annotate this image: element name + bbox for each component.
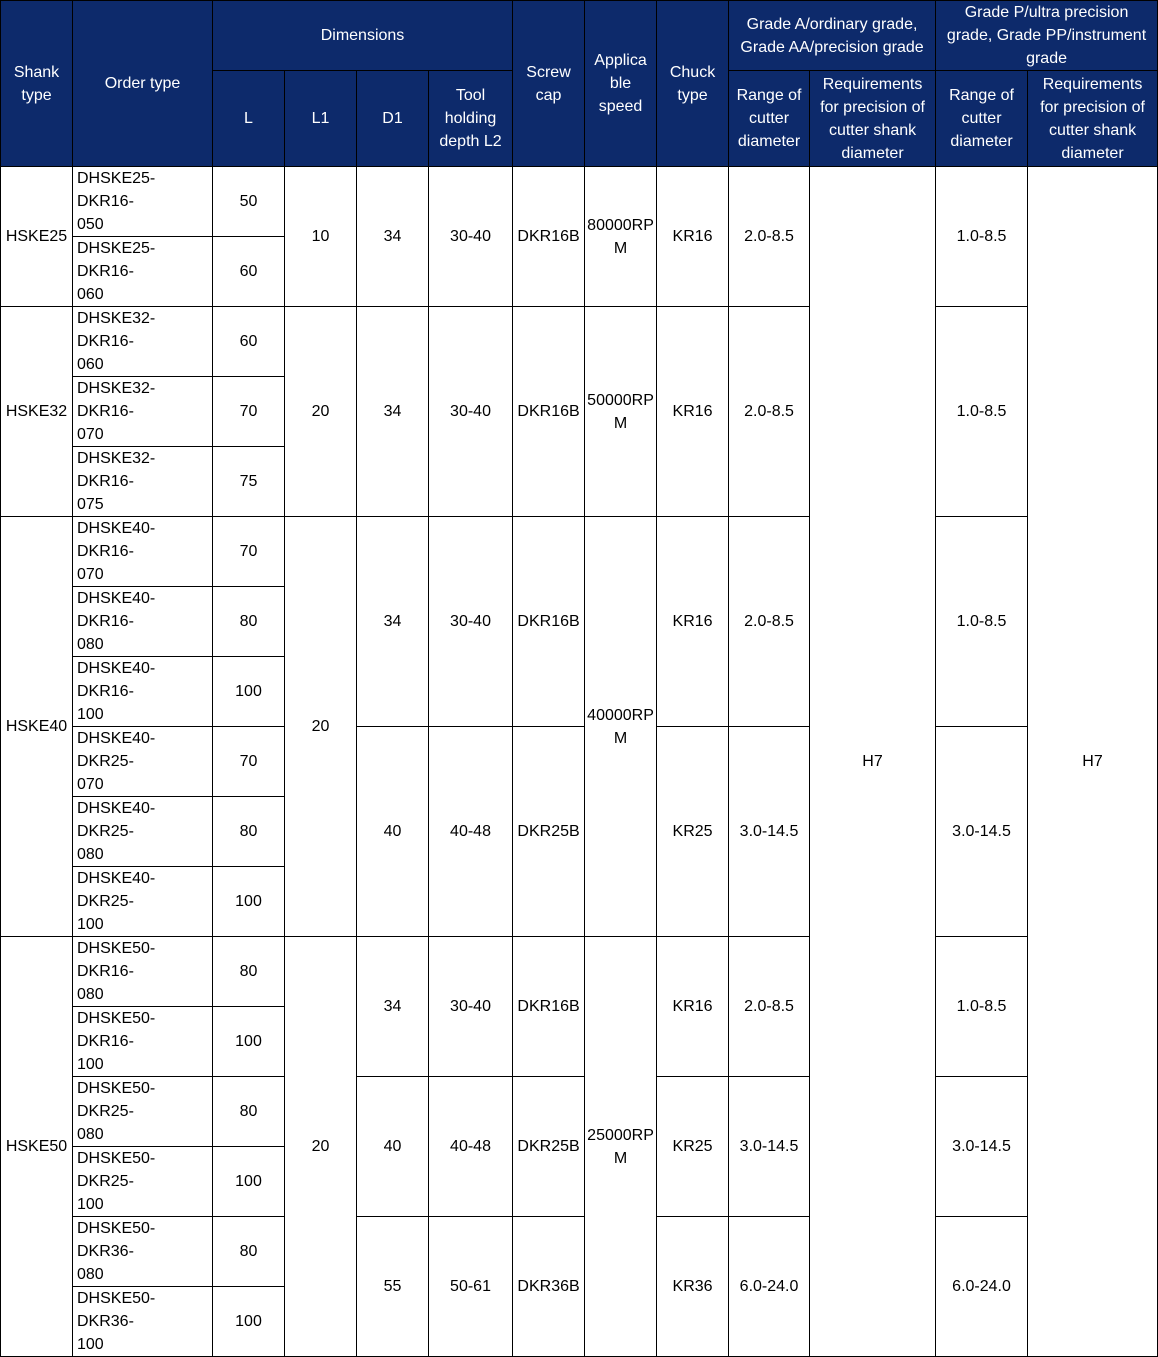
depth-cell: 50-61: [429, 1217, 513, 1357]
order-type-cell: DHSKE32-DKR16- 060: [73, 307, 213, 377]
order-type-cell: DHSKE50-DKR25- 080: [73, 1077, 213, 1147]
l-cell: 70: [213, 727, 285, 797]
d1-cell: 34: [357, 167, 429, 307]
header-dimensions: Dimensions: [213, 1, 513, 71]
table-row: [1, 517, 1158, 587]
order-type-cell: DHSKE40-DKR25- 080: [73, 797, 213, 867]
speed-cell: 40000RP M: [585, 517, 657, 937]
header-requirements-a: Requirements for precision of cutter shank diameter: [810, 71, 936, 167]
header-chuck-type: Chuck type: [657, 1, 729, 167]
header-D1: D1: [357, 71, 429, 167]
range-p-cell: 3.0-14.5: [936, 1077, 1028, 1217]
range-p-cell: 1.0-8.5: [936, 517, 1028, 727]
range-p-cell: 3.0-14.5: [936, 727, 1028, 937]
d1-cell: 40: [357, 1077, 429, 1217]
screw-cap-cell: DKR25B: [513, 1077, 585, 1217]
range-a-cell: 3.0-14.5: [729, 1077, 810, 1217]
header-grade-p: Grade P/ultra precision grade, Grade PP/instrument grade: [936, 1, 1158, 71]
l-cell: 80: [213, 797, 285, 867]
range-a-cell: 2.0-8.5: [729, 167, 810, 307]
order-type-cell: DHSKE25-DKR16- 050: [73, 167, 213, 237]
range-a-cell: 2.0-8.5: [729, 307, 810, 517]
chuck-cell: KR16: [657, 307, 729, 517]
depth-cell: 30-40: [429, 167, 513, 307]
range-a-cell: 6.0-24.0: [729, 1217, 810, 1357]
d1-cell: 34: [357, 937, 429, 1077]
order-type-cell: DHSKE40-DKR25- 070: [73, 727, 213, 797]
table-row: [1, 307, 1158, 377]
screw-cap-cell: DKR16B: [513, 167, 585, 307]
order-type-cell: DHSKE50-DKR36- 100: [73, 1287, 213, 1357]
range-a-cell: 2.0-8.5: [729, 937, 810, 1077]
screw-cap-cell: DKR16B: [513, 517, 585, 727]
shank-cell: HSKE32: [1, 307, 73, 517]
shank-cell: HSKE50: [1, 937, 73, 1357]
l1-cell: 20: [285, 307, 357, 517]
l-cell: 100: [213, 1147, 285, 1217]
l-cell: 100: [213, 657, 285, 727]
l-cell: 60: [213, 237, 285, 307]
screw-cap-cell: DKR25B: [513, 727, 585, 937]
header-order-type: Order type: [73, 1, 213, 167]
range-p-cell: 1.0-8.5: [936, 307, 1028, 517]
table-row: [1, 167, 1158, 237]
depth-cell: 30-40: [429, 517, 513, 727]
range-p-cell: 1.0-8.5: [936, 937, 1028, 1077]
chuck-cell: KR16: [657, 937, 729, 1077]
chuck-cell: KR25: [657, 727, 729, 937]
header-shank-type: Shank type: [1, 1, 73, 167]
l-cell: 70: [213, 377, 285, 447]
l-cell: 80: [213, 1217, 285, 1287]
screw-cap-cell: DKR16B: [513, 307, 585, 517]
order-type-cell: DHSKE40-DKR16- 080: [73, 587, 213, 657]
l1-cell: 10: [285, 167, 357, 307]
l-cell: 60: [213, 307, 285, 377]
l-cell: 50: [213, 167, 285, 237]
table-row: [1, 1217, 1158, 1287]
header-screw-cap: Screw cap: [513, 1, 585, 167]
range-a-cell: 3.0-14.5: [729, 727, 810, 937]
d1-cell: 34: [357, 307, 429, 517]
order-type-cell: DHSKE32-DKR16- 075: [73, 447, 213, 517]
chuck-cell: KR16: [657, 167, 729, 307]
l-cell: 100: [213, 1287, 285, 1357]
l-cell: 80: [213, 937, 285, 1007]
shank-cell: HSKE40: [1, 517, 73, 937]
header-grade-a: Grade A/ordinary grade, Grade AA/precision grade: [729, 1, 936, 71]
chuck-cell: KR25: [657, 1077, 729, 1217]
requirement-a-cell: H7: [810, 167, 936, 1357]
table-row: [1, 727, 1158, 797]
depth-cell: 30-40: [429, 937, 513, 1077]
l1-cell: 20: [285, 517, 357, 937]
table-row: [1, 937, 1158, 1007]
l-cell: 100: [213, 867, 285, 937]
header-range-cutter-a: Range of cutter diameter: [729, 71, 810, 167]
header-range-cutter-p: Range of cutter diameter: [936, 71, 1028, 167]
l1-cell: 20: [285, 937, 357, 1357]
order-type-cell: DHSKE50-DKR25- 100: [73, 1147, 213, 1217]
screw-cap-cell: DKR16B: [513, 937, 585, 1077]
order-type-cell: DHSKE25-DKR16- 060: [73, 237, 213, 307]
requirement-p-cell: H7: [1028, 167, 1158, 1357]
d1-cell: 34: [357, 517, 429, 727]
depth-cell: 40-48: [429, 727, 513, 937]
speed-cell: 50000RP M: [585, 307, 657, 517]
order-type-cell: DHSKE50-DKR16- 100: [73, 1007, 213, 1077]
d1-cell: 55: [357, 1217, 429, 1357]
header-tool-holding-depth: Tool holding depth L2: [429, 71, 513, 167]
header-applicable-speed: Applica ble speed: [585, 1, 657, 167]
order-type-cell: DHSKE50-DKR16- 080: [73, 937, 213, 1007]
range-a-cell: 2.0-8.5: [729, 517, 810, 727]
speed-cell: 25000RP M: [585, 937, 657, 1357]
l-cell: 75: [213, 447, 285, 517]
l-cell: 80: [213, 1077, 285, 1147]
table-row: [1, 1077, 1158, 1147]
l-cell: 100: [213, 1007, 285, 1077]
chuck-cell: KR16: [657, 517, 729, 727]
order-type-cell: DHSKE50-DKR36- 080: [73, 1217, 213, 1287]
screw-cap-cell: DKR36B: [513, 1217, 585, 1357]
depth-cell: 40-48: [429, 1077, 513, 1217]
depth-cell: 30-40: [429, 307, 513, 517]
order-type-cell: DHSKE32-DKR16- 070: [73, 377, 213, 447]
range-p-cell: 6.0-24.0: [936, 1217, 1028, 1357]
range-p-cell: 1.0-8.5: [936, 167, 1028, 307]
d1-cell: 40: [357, 727, 429, 937]
order-type-cell: DHSKE40-DKR25- 100: [73, 867, 213, 937]
speed-cell: 80000RP M: [585, 167, 657, 307]
header-requirements-p: Requirements for precision of cutter shank diameter: [1028, 71, 1158, 167]
header-L: L: [213, 71, 285, 167]
header-L1: L1: [285, 71, 357, 167]
chuck-cell: KR36: [657, 1217, 729, 1357]
order-type-cell: DHSKE40-DKR16- 100: [73, 657, 213, 727]
order-type-cell: DHSKE40-DKR16- 070: [73, 517, 213, 587]
l-cell: 70: [213, 517, 285, 587]
l-cell: 80: [213, 587, 285, 657]
shank-cell: HSKE25: [1, 167, 73, 307]
